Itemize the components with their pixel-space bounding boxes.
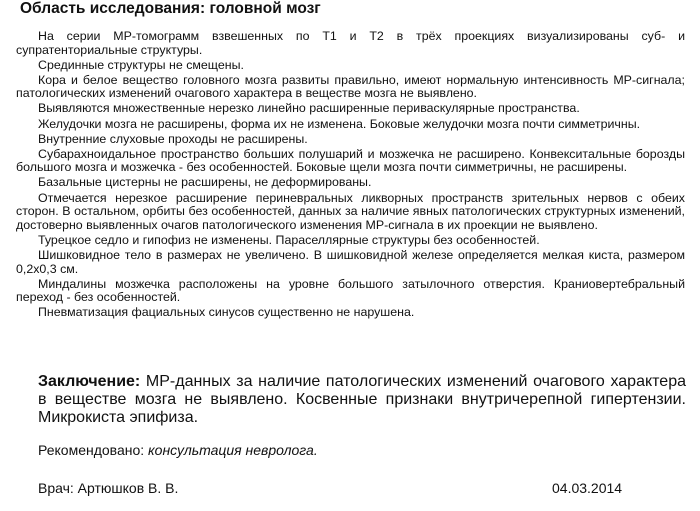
finding-paragraph: Внутренние слуховые проходы не расширены. (38, 131, 308, 146)
conclusion-text: МР-данных за наличие патологических изменений очагового характера в веществе мозга не выявлено. Косвенные признаки внутричерепной гипертензии. Микрокиста эпифиза. (38, 373, 686, 426)
finding-paragraph: Миндалины мозжечка расположены на уровне большого затылочного отверстия. Краниовертебральный переход - без особенностей. (16, 276, 685, 305)
finding-paragraph: Срединные структуры не смещены. (38, 57, 244, 72)
finding-paragraph: Турецкое седло и гипофиз не изменены. Параселлярные структуры без особенностей. (38, 232, 540, 247)
finding-paragraph: Шишковидное тело в размерах не увеличено. В шишковидной железе определяется мелкая киста, размером 0,2х0,3 см. (16, 247, 685, 276)
finding-paragraph: Отмечается нерезкое расширение периневральных ликворных пространств зрительных нервов с обеих сторон. В остальном, орбиты без особенностей, данных за наличие явных патологических структурных изменений, достоверно выявленных очагов патологического изменения МР-сигнала в их проекции не выявлено. (16, 190, 685, 232)
finding-paragraph: Базальные цистерны не расширены, не деформированы. (38, 175, 372, 190)
recommendation-value: консультация невролога. (148, 442, 318, 458)
finding-paragraph: На серии МР-томограмм взвешенных по Т1 и Т2 в трёх проекциях визуализированы суб- и супратенториальные структуры. (16, 29, 685, 57)
finding-paragraph: Желудочки мозга не расширены, форма их не изменена. Боковые желудочки мозга почти симметричны. (38, 116, 641, 131)
finding-paragraph: Выявляются множественные нерезко линейно расширенные периваскулярные пространства. (38, 101, 580, 116)
finding-paragraph: Кора и белое вещество головного мозга развиты правильно, имеют нормальную интенсивность МР-сигнала; патологических изменений очагового характера в веществе мозга не выявлено. (16, 72, 685, 101)
conclusion-label: Заключение: (38, 373, 141, 390)
recommendation-line (38, 442, 318, 459)
doctor-signature: Врач: Артюшков В. В. (38, 480, 179, 496)
report-area-title: Область исследования: головной мозг (20, 0, 321, 17)
conclusion-block (38, 373, 686, 427)
finding-paragraph: Пневматизация фациальных синусов существенно не нарушена. (38, 305, 415, 320)
finding-paragraph: Субарахноидальное пространство больших полушарий и мозжечка не расширено. Конвекситальные борозды большого мозга и мозжечка - без особенностей. Боковые щели мозга почти симметричны, не расширены. (16, 146, 685, 175)
findings-section (16, 30, 685, 321)
recommendation-label: Рекомендовано: (38, 442, 145, 458)
report-date: 04.03.2014 (552, 480, 623, 496)
